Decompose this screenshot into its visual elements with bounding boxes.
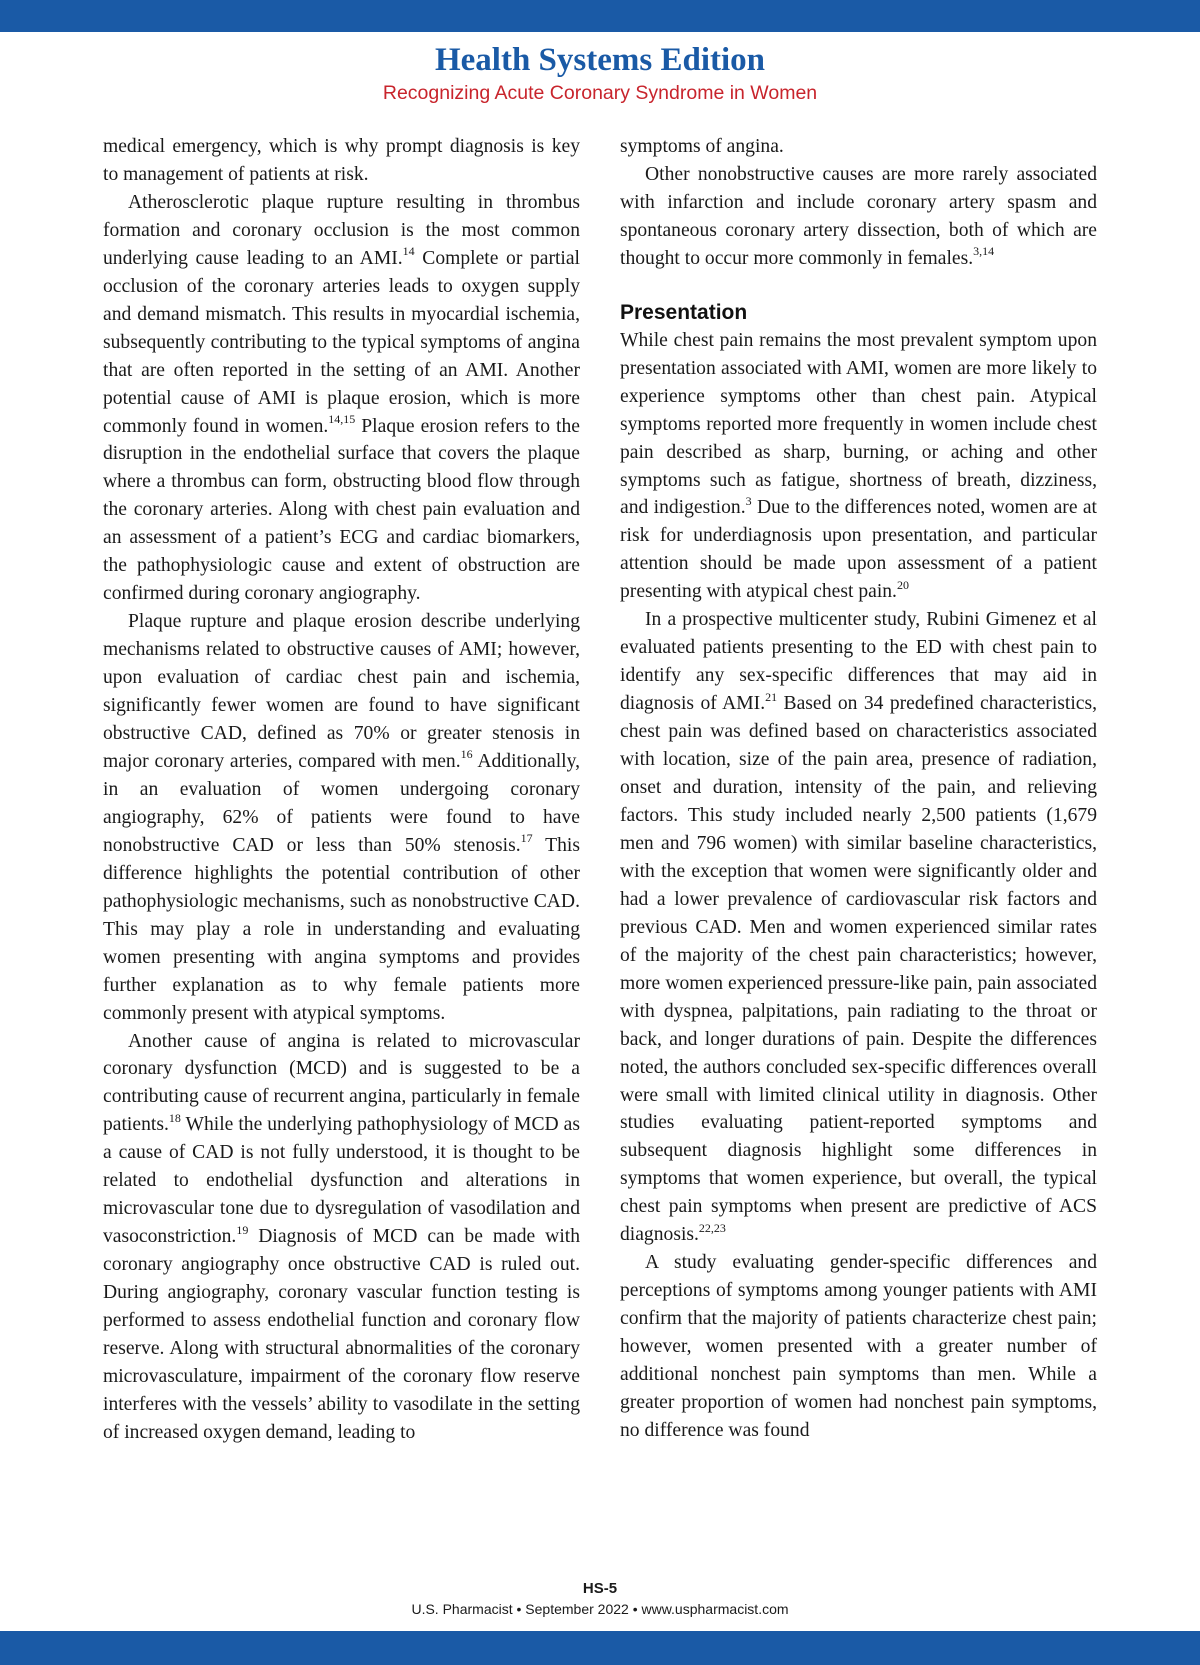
right-column	[620, 133, 1097, 1445]
page-number: HS-5	[582, 1580, 618, 1597]
reference-marker: 18	[168, 1110, 181, 1125]
left-column	[103, 133, 580, 1447]
masthead	[0, 40, 1200, 106]
reference-marker: 16	[460, 747, 473, 762]
reference-marker: 14	[402, 244, 415, 259]
reference-marker: 21	[765, 689, 778, 704]
paragraph: medical emergency, which is why prompt diagnosis is key to management of patients at risk.	[103, 136, 580, 185]
reference-marker: 22,23	[698, 1220, 726, 1235]
section-heading-presentation: Presentation	[620, 300, 748, 324]
article-title: Recognizing Acute Coronary Syndrome in Women	[382, 82, 818, 104]
reference-marker: 19	[236, 1222, 249, 1237]
paragraph: While chest pain remains the most prevalent symptom upon presentation associated with AMI, women are more likely to experience symptoms other than chest pain. Atypical symptoms reported more frequently in women include chest pain described as sharp, burning, or aching and other symptoms such as fatigue, shortness of breath, dizziness, and indigestion.$^3$ Due to the differences noted, women are at risk for underdiagnosis upon presentation, and particular attention should be made upon assessment of a patient presenting with atypical chest pain.$^{20}$	[620, 329, 1098, 603]
reference-marker: 20	[896, 577, 909, 592]
paragraph: Plaque rupture and plaque erosion describe underlying mechanisms related to obstructive causes of AMI; however, upon evaluation of cardiac chest pain and ischemia, significantly fewer women are found to have significant obstructive CAD, defined as 70% or greater stenosis in major coronary arteries, compared with men.$^{16}$ Additionally, in an evaluation of women undergoing coronary angiography, 62% of patients were found to have nonobstructive CAD or less than 50% stenosis.$^{17}$ This difference highlights the potential contribution of other pathophysiologic mechanisms, such as nonobstructive CAD. This may play a role in understanding and evaluating women presenting with angina symptoms and provides further explanation as to why female patients more commonly present with atypical symptoms.	[103, 611, 581, 1024]
paragraph: Atherosclerotic plaque rupture resulting in thrombus formation and coronary occlusion is the most common underlying cause leading to an AMI.$^{14}$ Complete or partial occlusion of the coronary arteries leads to oxygen supply and demand mismatch. This results in myocardial ischemia, subsequently contributing to the typical symptoms of angina that are often reported in the setting of an AMI. Another potential cause of AMI is plaque erosion, which is more commonly found in women.$^{14,15}$ Plaque erosion refers to the disruption in the endothelial surface that covers the plaque where a thrombus can form, obstructing blood flow through the coronary arteries. Along with chest pain evaluation and an assessment of a patient’s ECG and cardiac biomarkers, the pathophysiologic cause and extent of obstruction are confirmed during coronary angiography.	[103, 191, 580, 605]
paragraph: Other nonobstructive causes are more rarely associated with infarction and include coronary artery spasm and spontaneous coronary artery dissection, both of which are thought to occur more commonly in females.$^{3,14}$	[620, 163, 1097, 269]
paragraph: Another cause of angina is related to microvascular coronary dysfunction (MCD) and is suggested to be a contributing cause of recurrent angina, particularly in female patients.$^{18}$ While the underlying pathophysiology of MCD as a cause of CAD is not fully understood, it is thought to be related to endothelial dysfunction and alterations in microvascular tone due to dysregulation of vasodilation and vasoconstriction.$^{19}$ Diagnosis of MCD can be made with coronary angiography once obstructive CAD is ruled out. During angiography, coronary vascular function testing is performed to assess endothelial function and coronary flow reserve. Along with structural abnormalities of the coronary microvasculature, impairment of the coronary flow reserve interferes with the vessels’ ability to vasodilate in the setting of increased oxygen demand, leading to	[103, 1030, 580, 1443]
paragraph: A study evaluating gender-specific differences and perceptions of symptoms among younger patients with AMI confirm that the majority of patients characterize chest pain; however, women presented with a greater number of additional nonchest pain symptoms than men. While a greater proportion of women had nonchest pain symptoms, no difference was found	[620, 1252, 1097, 1441]
reference-marker: 14,15	[328, 412, 356, 426]
paragraph: In a prospective multicenter study, Rubini Gimenez et al evaluated patients presenting to the ED with chest pain to identify any sex-specific differences that may aid in diagnosis of AMI.$^{21}$ Based on 34 predefined characteristics, chest pain was defined based on characteristics associated with location, size of the pain area, presence of radiation, onset and duration, intensity of the pain, and relieving factors. This study included nearly 2,500 patients (1,679 men and 796 women) with similar baseline characteristics, with the exception that women were significantly older and had a lower prevalence of cardiovascular risk factors and previous CAD. Men and women experienced similar rates of the majority of the chest pain characteristics; however, more women experienced pressure-like pain, pain associated with dyspnea, palpitations, pain radiating to the throat or back, and longer durations of pain. Despite the differences noted, the authors concluded sex-specific differences overall were small with limited clinical utility in diagnosis. Other studies evaluating patient-reported symptoms and subsequent diagnosis highlight some differences in symptoms that women experience, but overall, the typical chest pain symptoms when present are predictive of ACS diagnosis.$^{22,23}$	[620, 609, 1097, 1246]
top-color-bar	[0, 0, 1200, 32]
reference-marker: 3,14	[973, 244, 995, 259]
bottom-color-bar	[0, 1631, 1200, 1665]
publication-line: U.S. Pharmacist • September 2022 • www.uspharmacist.com	[411, 1601, 789, 1617]
page-footer	[0, 1579, 1200, 1619]
paragraph: symptoms of angina.	[620, 136, 784, 157]
reference-marker: 3	[745, 493, 752, 508]
edition-title: Health Systems Edition	[434, 42, 766, 78]
reference-marker: 17	[520, 831, 533, 846]
